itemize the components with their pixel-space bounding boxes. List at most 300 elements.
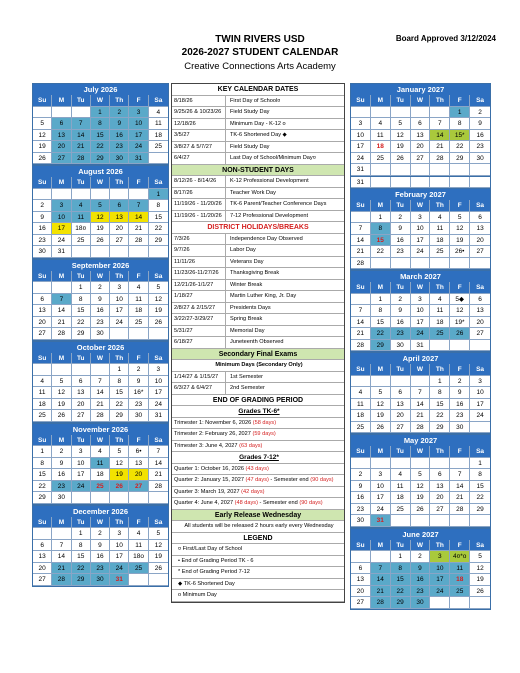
weekday-header: Su [351, 282, 371, 294]
legend-item: ¤ First/Last Day of School [172, 544, 344, 556]
month-title: April 2027 [351, 353, 490, 364]
quarter-row [172, 487, 344, 499]
weekday-header: F [450, 364, 470, 376]
month-title: May 2027 [351, 435, 490, 446]
day-cell: 6 [110, 200, 129, 212]
holiday-row [172, 257, 344, 269]
weekday-header: Su [33, 353, 52, 365]
holiday-row-date: 1/18/27 [172, 291, 226, 302]
day-cell: 14 [91, 387, 110, 399]
month-grid [351, 446, 490, 527]
weekday-header: M [52, 353, 71, 365]
day-cell: 1 [450, 107, 470, 119]
day-cell: 15 [430, 399, 450, 411]
day-cell [371, 258, 391, 270]
month-title: December 2026 [33, 506, 168, 517]
day-cell: 4¤*o [450, 551, 470, 563]
day-cell: 14 [351, 235, 371, 247]
day-cell: 27 [470, 246, 490, 258]
holiday-row [172, 268, 344, 280]
day-cell [430, 597, 450, 609]
day-cell: 27 [33, 574, 52, 586]
weekday-header: Su [351, 95, 371, 107]
early-release-title: Early Release Wednesday [172, 510, 344, 522]
day-cell: 9 [91, 540, 110, 552]
finals-subtitle: Minimum Days (Secondary Only) [172, 360, 344, 372]
day-cell: 24 [371, 504, 391, 516]
weekday-header: Tu [391, 540, 411, 552]
holiday-row [172, 291, 344, 303]
day-cell: 18¤ [72, 223, 91, 235]
day-cell: 17 [470, 399, 490, 411]
non-student-row [172, 211, 344, 223]
day-cell: 17 [52, 223, 71, 235]
weekday-header: Sa [470, 364, 490, 376]
weekday-header: Sa [470, 540, 490, 552]
day-cell: 1 [470, 458, 490, 470]
holiday-row-event: Memorial Day [230, 327, 265, 334]
day-cell: 28 [52, 328, 71, 340]
day-cell: 6• [129, 446, 148, 458]
holiday-row-event: Veterans Day [230, 258, 264, 265]
final-exam-row-date: 6/3/27 & 6/4/27 [172, 383, 226, 394]
day-cell: 7 [450, 469, 470, 481]
weekday-header: Tu [391, 200, 411, 212]
day-cell: 6 [470, 212, 490, 224]
month-title: November 2026 [33, 424, 168, 435]
weekday-header: Th [430, 282, 450, 294]
month-block [350, 352, 491, 434]
day-cell: 27 [391, 422, 411, 434]
day-cell: 26 [411, 504, 431, 516]
day-cell: 17 [149, 387, 168, 399]
day-cell: 31 [351, 177, 371, 189]
weekday-header: Tu [72, 435, 91, 447]
month-grid [351, 200, 490, 269]
legend-item: ◆ TK-6 Shortened Day [172, 579, 344, 591]
day-cell: 13 [391, 399, 411, 411]
weekday-header: M [371, 540, 391, 552]
day-cell [391, 458, 411, 470]
day-cell: 14 [430, 130, 450, 142]
day-cell [430, 340, 450, 352]
day-cell: 9 [129, 376, 148, 388]
day-cell: 7 [129, 200, 148, 212]
day-cell: 23 [110, 141, 129, 153]
day-cell: 12 [391, 130, 411, 142]
day-cell: 2 [391, 212, 411, 224]
day-cell: 16 [91, 551, 110, 563]
day-cell [470, 515, 490, 527]
day-cell: 21 [450, 492, 470, 504]
day-cell: 20 [52, 141, 71, 153]
right-month-column [350, 83, 491, 610]
day-cell: 13 [411, 130, 431, 142]
day-cell: 27 [129, 481, 148, 493]
day-cell: 3 [430, 551, 450, 563]
final-exam-row-event: 1st Semester [230, 373, 263, 380]
non-student-row-event: TK-6 Parent/Teacher Conference Days [230, 201, 327, 207]
trimester-row [172, 441, 344, 453]
weekday-header: Th [430, 540, 450, 552]
day-cell: 5 [52, 376, 71, 388]
day-cell: 6 [391, 387, 411, 399]
day-cell: 26 [91, 235, 110, 247]
day-cell: 1 [72, 528, 91, 540]
day-cell: 5 [450, 212, 470, 224]
holiday-row [172, 326, 344, 338]
day-cell: 29 [72, 574, 91, 586]
day-cell: 15 [470, 481, 490, 493]
non-student-row-event: K-12 Professional Development [230, 178, 309, 184]
day-cell [149, 492, 168, 504]
weekday-header: Su [33, 177, 52, 189]
weekday-header: M [371, 282, 391, 294]
day-cell: 22 [149, 223, 168, 235]
day-cell: 24 [110, 563, 129, 575]
day-cell: 23 [411, 586, 431, 598]
day-cell: 21 [72, 141, 91, 153]
day-cell: 15 [33, 469, 52, 481]
quarter-row-text: - Semester end [257, 500, 300, 506]
day-cell: 22 [72, 317, 91, 329]
day-cell [351, 294, 371, 306]
weekday-header: Su [33, 517, 52, 529]
day-cell: 1 [430, 376, 450, 388]
day-cell: 20 [391, 410, 411, 422]
day-cell: 22 [430, 410, 450, 422]
day-cell: 21 [129, 223, 148, 235]
day-cell: 2 [91, 282, 110, 294]
non-student-row [172, 188, 344, 200]
day-cell: 6 [470, 294, 490, 306]
quarter-row-text: - Semester end [268, 477, 311, 483]
day-cell: 29 [149, 235, 168, 247]
day-cell: 6 [33, 294, 52, 306]
day-cell: 21 [91, 399, 110, 411]
day-cell: 10 [470, 387, 490, 399]
weekday-header: W [91, 353, 110, 365]
day-cell [129, 574, 148, 586]
day-cell: 5 [371, 387, 391, 399]
day-cell: 11 [371, 130, 391, 142]
day-cell: 31 [110, 574, 129, 586]
weekday-header: F [129, 95, 148, 107]
day-cell: 4 [129, 528, 148, 540]
day-cell: 1 [110, 364, 129, 376]
day-cell: 19 [411, 492, 431, 504]
day-cell: 15* [450, 130, 470, 142]
day-cell: 17 [411, 235, 431, 247]
key-date-row-date: 12/18/26 [172, 119, 226, 130]
quarter-row-days: (90 days) [310, 477, 334, 483]
holiday-row [172, 314, 344, 326]
day-cell: 25 [391, 504, 411, 516]
holiday-row-event: Presidents Days [230, 304, 271, 311]
day-cell: 1 [91, 107, 110, 119]
day-cell [110, 328, 129, 340]
day-cell: 23 [391, 328, 411, 340]
day-cell [351, 212, 371, 224]
day-cell: 14 [371, 574, 391, 586]
day-cell: 18 [149, 130, 168, 142]
day-cell: 12 [371, 399, 391, 411]
month-block [32, 165, 169, 259]
day-cell: 29 [391, 597, 411, 609]
day-cell: 2 [411, 551, 431, 563]
holiday-row-event: Independence Day Observed [230, 235, 303, 242]
day-cell: 27 [72, 410, 91, 422]
day-cell: 8 [430, 387, 450, 399]
day-cell: 23 [470, 141, 490, 153]
weekday-header: Th [430, 364, 450, 376]
weekday-header: W [411, 282, 431, 294]
day-cell: 11 [72, 212, 91, 224]
day-cell: 26 [450, 328, 470, 340]
weekday-header: Tu [72, 95, 91, 107]
day-cell: 8 [450, 118, 470, 130]
day-cell: 10 [351, 130, 371, 142]
weekday-header: M [371, 95, 391, 107]
day-cell [371, 164, 391, 176]
board-approved: Board Approved 3/12/2024 [395, 34, 496, 43]
month-block [350, 270, 491, 352]
day-cell: 15 [72, 551, 91, 563]
day-cell: 28 [411, 422, 431, 434]
day-cell: 21 [411, 410, 431, 422]
day-cell: 5◆ [450, 294, 470, 306]
day-cell [430, 258, 450, 270]
day-cell: 5 [391, 118, 411, 130]
day-cell: 28 [91, 410, 110, 422]
day-cell [430, 177, 450, 189]
day-cell: 21 [52, 317, 71, 329]
day-cell: 7 [351, 305, 371, 317]
day-cell: 16 [110, 130, 129, 142]
day-cell: 19 [371, 410, 391, 422]
day-cell: 20 [33, 563, 52, 575]
day-cell: 3 [110, 282, 129, 294]
day-cell: 28 [430, 153, 450, 165]
day-cell: 25 [450, 586, 470, 598]
day-cell [411, 515, 431, 527]
day-cell: 9 [411, 563, 431, 575]
day-cell [430, 164, 450, 176]
day-cell: 9 [33, 212, 52, 224]
day-cell: 11 [129, 294, 148, 306]
day-cell [91, 492, 110, 504]
month-title: March 2027 [351, 271, 490, 282]
month-block [32, 83, 169, 165]
month-grid [351, 282, 490, 351]
day-cell: 12 [52, 387, 71, 399]
weekday-header: M [52, 177, 71, 189]
day-cell [371, 177, 391, 189]
weekday-header: F [129, 435, 148, 447]
holidays-title: DISTRICT HOLIDAYS/BREAKS [172, 222, 344, 234]
day-cell: 10 [129, 118, 148, 130]
day-cell [470, 177, 490, 189]
non-student-row-date: 8/12/26 - 8/14/26 [172, 176, 226, 187]
key-date-row-event: First Day of School¤ [230, 97, 281, 104]
day-cell [33, 364, 52, 376]
day-cell: 23 [129, 399, 148, 411]
day-cell [450, 340, 470, 352]
quarter-row-days: (90 days) [299, 500, 323, 506]
final-exam-row [172, 383, 344, 395]
day-cell: 20 [430, 492, 450, 504]
day-cell: 22 [450, 141, 470, 153]
weekday-header: M [52, 95, 71, 107]
day-cell: 7 [52, 540, 71, 552]
key-date-row-event: Minimum Day - K-12 o [230, 120, 286, 127]
day-cell: 25 [371, 153, 391, 165]
day-cell: 25 [149, 141, 168, 153]
holiday-row [172, 337, 344, 349]
weekday-header: W [91, 95, 110, 107]
day-cell: 8 [91, 118, 110, 130]
day-cell [33, 107, 52, 119]
day-cell: 11 [430, 305, 450, 317]
day-cell: 2 [91, 528, 110, 540]
trimester-row-days: (63 days) [239, 442, 263, 449]
day-cell [72, 107, 91, 119]
day-cell: 14 [149, 458, 168, 470]
day-cell: 3 [52, 200, 71, 212]
day-cell: 30 [52, 492, 71, 504]
day-cell: 5 [149, 282, 168, 294]
weekday-header: Th [110, 435, 129, 447]
weekday-header: M [52, 517, 71, 529]
key-date-row-date: 3/5/27 [172, 130, 226, 141]
day-cell: 28 [149, 481, 168, 493]
day-cell [52, 364, 71, 376]
day-cell: 2 [450, 376, 470, 388]
day-cell [33, 189, 52, 201]
day-cell: 8 [33, 458, 52, 470]
quarter-row-days: (47 days) [245, 477, 269, 483]
day-cell: 14 [411, 399, 431, 411]
day-cell: 12 [411, 481, 431, 493]
left-month-column [32, 83, 169, 587]
day-cell [430, 515, 450, 527]
weekday-header: M [371, 446, 391, 458]
legend-item: o Minimum Day [172, 590, 344, 602]
day-cell: 9 [391, 223, 411, 235]
non-student-row-event: 7-12 Professional Development [230, 212, 309, 219]
day-cell: 27 [430, 504, 450, 516]
day-cell: 14 [450, 481, 470, 493]
day-cell: 24 [129, 141, 148, 153]
trimester-row [172, 429, 344, 441]
month-block [350, 434, 491, 528]
day-cell [470, 258, 490, 270]
day-cell: 25 [91, 481, 110, 493]
day-cell: 24 [411, 328, 431, 340]
month-grid [33, 353, 168, 422]
day-cell: 20 [470, 317, 490, 329]
day-cell: 19 [391, 141, 411, 153]
day-cell: 20 [110, 223, 129, 235]
day-cell: 7 [430, 118, 450, 130]
day-cell [52, 282, 71, 294]
weekday-header: Tu [72, 517, 91, 529]
day-cell: 23 [33, 235, 52, 247]
day-cell: 8 [72, 540, 91, 552]
day-cell: 1 [149, 189, 168, 201]
key-date-row-date: 9/25/26 & 10/23/26 [172, 107, 226, 118]
day-cell: 11 [33, 387, 52, 399]
weekday-header: Sa [149, 271, 168, 283]
day-cell: 21 [351, 246, 371, 258]
day-cell: 6 [430, 469, 450, 481]
weekday-header: W [91, 177, 110, 189]
day-cell: 2 [351, 469, 371, 481]
day-cell [33, 282, 52, 294]
weekday-header: Tu [391, 446, 411, 458]
weekday-header: M [371, 200, 391, 212]
key-date-row [172, 107, 344, 119]
quarter-row-text: Quarter 4: June 4, 2027 [174, 500, 235, 506]
day-cell [52, 189, 71, 201]
day-cell: 25 [129, 317, 148, 329]
january-extra-row [350, 177, 491, 189]
holiday-row-date: 11/23/26-11/27/26 [172, 268, 226, 279]
legend-title: LEGEND [172, 533, 344, 545]
day-cell [470, 164, 490, 176]
key-date-row [172, 96, 344, 108]
day-cell: 9 [450, 387, 470, 399]
key-date-row [172, 142, 344, 154]
day-cell: 16 [391, 317, 411, 329]
day-cell: 3 [149, 364, 168, 376]
day-cell: 8 [470, 469, 490, 481]
non-student-row-date: 11/19/26 - 11/20/26 [172, 199, 226, 210]
day-cell: 4 [91, 446, 110, 458]
day-cell [470, 340, 490, 352]
weekday-header: W [91, 271, 110, 283]
weekday-header: Sa [149, 95, 168, 107]
day-cell: 5 [411, 469, 431, 481]
day-cell: 10 [149, 376, 168, 388]
day-cell: 1 [33, 446, 52, 458]
day-cell [110, 492, 129, 504]
day-cell: 22 [110, 399, 129, 411]
weekday-header: M [371, 364, 391, 376]
day-cell [149, 328, 168, 340]
day-cell: 4 [371, 118, 391, 130]
day-cell: 22 [72, 563, 91, 575]
day-cell: 26 [149, 317, 168, 329]
weekday-header: Su [33, 435, 52, 447]
day-cell: 29 [72, 328, 91, 340]
day-cell: 18 [371, 141, 391, 153]
day-cell: 6 [52, 118, 71, 130]
day-cell: 22 [391, 586, 411, 598]
day-cell: 20 [129, 469, 148, 481]
day-cell: 17 [430, 574, 450, 586]
day-cell [470, 597, 490, 609]
day-cell: 18 [33, 399, 52, 411]
day-cell: 26 [470, 586, 490, 598]
day-cell: 12 [450, 305, 470, 317]
day-cell [411, 376, 431, 388]
calendar-title: 2026-2027 STUDENT CALENDAR [181, 47, 339, 58]
day-cell: 13 [430, 481, 450, 493]
day-cell [129, 328, 148, 340]
day-cell [391, 107, 411, 119]
day-cell: 13 [33, 305, 52, 317]
